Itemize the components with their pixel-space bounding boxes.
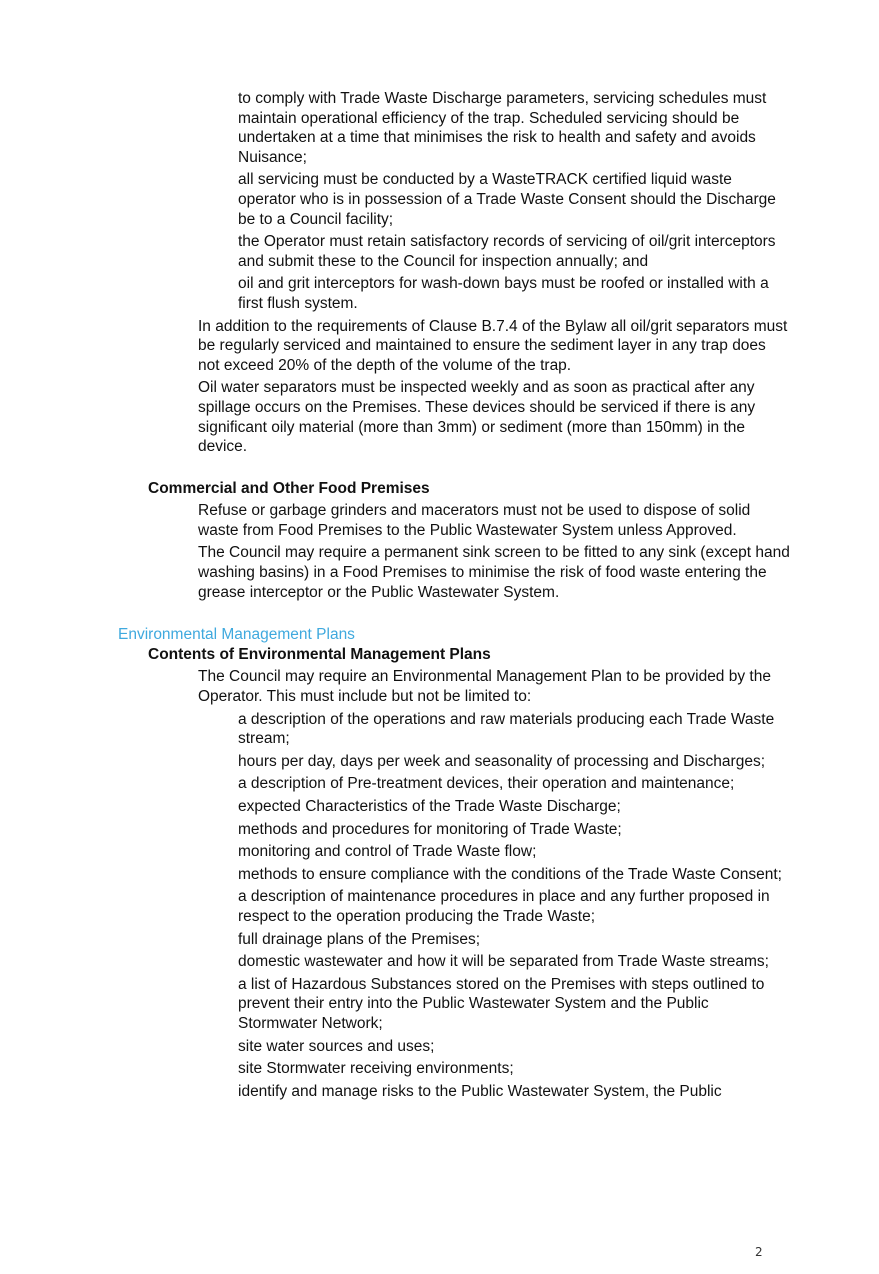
- list-item-h: [0, 887, 786, 926]
- list-item-text: monitoring and control of Trade Waste flow;: [238, 843, 537, 861]
- list-item-a: [0, 710, 786, 749]
- list-item-text: a list of Hazardous Substances stored on the Premises with steps outlined to prevent their entry into the Public Wastewater System and the Public Stormwater Network;: [238, 975, 765, 1032]
- clause-text: In addition to the requirements of Clause B.7.4 of the Bylaw all oil/grit separators must be regularly serviced and maintained to ensure the sediment layer in any trap does not exceed 20% of the depth of the volume of the trap.: [198, 317, 788, 374]
- list-item-e: [0, 820, 786, 840]
- list-item-text: identify and manage risks to the Public Wastewater System, the Public: [238, 1082, 722, 1100]
- list-item-d: [0, 232, 786, 271]
- list-item-text: methods to ensure compliance with the conditions of the Trade Waste Consent;: [238, 865, 782, 883]
- clause-7-3-2: [0, 543, 791, 602]
- list-item-text: methods and procedures for monitoring of Trade Waste;: [238, 820, 622, 838]
- clause-text: The Council may require an Environmental Management Plan to be provided by the Operator. This must include but not be limited to:: [198, 668, 771, 706]
- list-item-text: site Stormwater receiving environments;: [238, 1060, 514, 1078]
- heading-text: Commercial and Other Food Premises: [148, 479, 430, 497]
- list-item-e: [0, 274, 786, 313]
- list-item-text: a description of maintenance procedures in place and any further proposed in respect to the operation producing the Trade Waste;: [238, 888, 770, 925]
- list-item-f: [0, 842, 786, 862]
- heading-text: Contents of Environmental Management Plans: [148, 645, 491, 663]
- heading-b-7-3: [0, 479, 879, 499]
- list-item-text: full drainage plans of the Premises;: [238, 930, 481, 948]
- list-item-k: [0, 975, 786, 1034]
- document-page: [0, 89, 879, 1101]
- list-item-j: [0, 952, 786, 972]
- clause-text: The Council may require a permanent sink screen to be fitted to any sink (except hand washing basins) in a Food Premises to minimise the risk of food waste entering the grease interceptor or the Public Wastewater System.: [198, 544, 790, 601]
- list-item-m: [0, 1059, 786, 1079]
- clause-text: Oil water separators must be inspected weekly and as soon as practical after any spillage occurs on the Premises. These devices should be serviced if there is any significant oily material (more than 3mm) or sediment (more than 150mm) in the device.: [198, 379, 756, 456]
- clause-7-3-1: [0, 501, 791, 540]
- list-item-text: all servicing must be conducted by a WasteTRACK certified liquid waste operator who is in possession of a Trade Waste Consent should the Discharge be to a Council facility;: [238, 171, 776, 228]
- list-item-text: hours per day, days per week and seasonality of processing and Discharges;: [238, 752, 766, 770]
- section-heading-b-8: [0, 625, 879, 645]
- list-item-text: site water sources and uses;: [238, 1037, 435, 1055]
- list-item-b: [0, 752, 786, 772]
- clause-text: Refuse or garbage grinders and macerators must not be used to dispose of solid waste from Food Premises to the Public Wastewater System unless Approved.: [198, 502, 751, 539]
- list-item-text: a description of Pre-treatment devices, their operation and maintenance;: [238, 775, 735, 793]
- clause-7-2-3: [0, 317, 791, 376]
- heading-b-8-1: [0, 645, 879, 665]
- list-item-i: [0, 930, 786, 950]
- page-number: 2: [755, 1245, 763, 1259]
- list-item-c: [0, 774, 786, 794]
- list-item-n: [0, 1082, 786, 1102]
- list-item-text: to comply with Trade Waste Discharge parameters, servicing schedules must maintain operational efficiency of the trap. Scheduled servicing should be undertaken at a time that minimises the risk to health and safety and avoids Nuisance;: [238, 90, 767, 166]
- list-item-b: [0, 89, 786, 167]
- list-item-d: [0, 797, 786, 817]
- list-item-text: domestic wastewater and how it will be separated from Trade Waste streams;: [238, 953, 769, 971]
- list-item-g: [0, 865, 786, 885]
- list-item-text: expected Characteristics of the Trade Waste Discharge;: [238, 798, 621, 815]
- clause-8-1-1: [0, 667, 791, 706]
- list-item-text: oil and grit interceptors for wash-down bays must be roofed or installed with a first flush system.: [238, 275, 769, 312]
- list-item-c: [0, 170, 786, 229]
- list-item-text: a description of the operations and raw materials producing each Trade Waste stream;: [238, 710, 775, 748]
- list-item-l: [0, 1037, 786, 1057]
- section-title: Environmental Management Plans: [118, 626, 355, 644]
- list-item-text: the Operator must retain satisfactory records of servicing of oil/grit interceptors and submit these to the Council for inspection annually; and: [238, 233, 776, 270]
- clause-7-2-4: [0, 378, 791, 456]
